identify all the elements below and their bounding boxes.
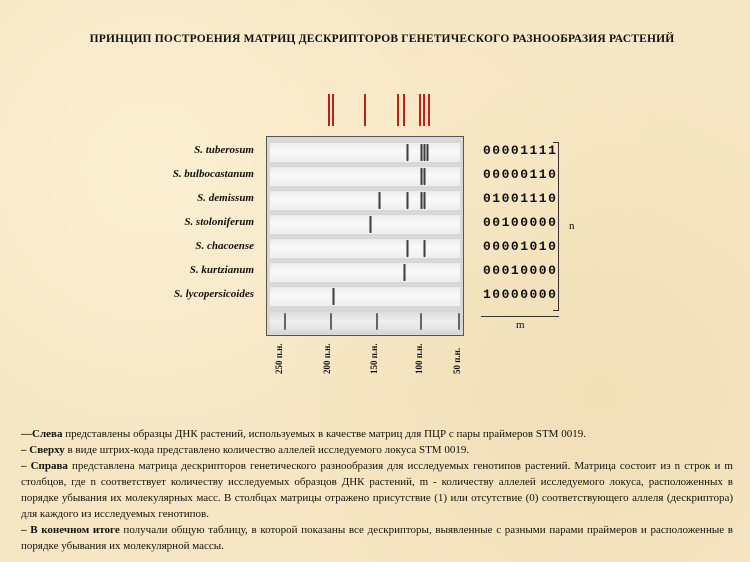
gel-image xyxy=(266,136,464,336)
m-label: m xyxy=(516,319,525,331)
note-lead: – Справа xyxy=(21,460,68,472)
barcode-bar xyxy=(428,94,430,126)
descriptor-row: 01001110 xyxy=(483,191,558,206)
note-lead: —Слева xyxy=(21,428,63,440)
barcode-bar xyxy=(423,94,425,126)
size-label: 100 п.н. xyxy=(414,343,424,374)
gel-lane xyxy=(270,191,460,210)
barcode-bar xyxy=(403,94,405,126)
species-label: S. lycopersicoides xyxy=(173,288,254,300)
barcode-bar xyxy=(397,94,399,126)
species-label: S. demissum xyxy=(197,192,254,204)
species-label: S. chacoense xyxy=(195,240,254,252)
gel-band xyxy=(406,192,409,209)
species-label: S. tuberosum xyxy=(194,144,254,156)
ladder-band xyxy=(376,313,378,330)
barcode-bar xyxy=(328,94,330,126)
descriptor-row: 00001010 xyxy=(483,239,558,254)
size-label: 200 п.н. xyxy=(322,343,332,374)
barcode-bar xyxy=(332,94,334,126)
note-paragraph xyxy=(21,458,733,522)
gel-lane xyxy=(270,287,460,306)
n-label: n xyxy=(569,220,575,232)
descriptor-row: 00000110 xyxy=(483,167,558,182)
gel-band xyxy=(378,192,381,209)
allele-barcode xyxy=(300,94,460,126)
species-label: S. kurtzianum xyxy=(189,264,254,276)
n-bracket-bottom-tick xyxy=(553,310,559,311)
note-lead: – В конечном итоге xyxy=(21,524,120,536)
gel-lane xyxy=(270,263,460,282)
descriptor-row: 00001111 xyxy=(483,143,558,158)
gel-band xyxy=(426,144,429,161)
note-text: представлена матрица дескрипторов генетического разнообразия для исследуемых генотипов растений. Матрица состоит из n строк и m столбцов, где n соответствует количеству исследуемых образцов ДНК растений, m - количеству аллелей исследуемого локуса, расположенных в порядке убывания их молекулярных масс. В столбцах матрицы отражено присутствие (1) или отсутствие (0) соответствующего аллеля (дескриптора) для каждого из исследуемых генотипов. xyxy=(21,460,733,520)
species-label: S. stoloniferum xyxy=(184,216,254,228)
gel-lane xyxy=(270,239,460,258)
size-label: 150 п.н. xyxy=(369,343,379,374)
ladder-band xyxy=(330,313,332,330)
gel-lane xyxy=(270,215,460,234)
note-paragraph xyxy=(21,522,733,554)
note-paragraph xyxy=(21,442,733,458)
barcode-bar xyxy=(419,94,421,126)
gel-band xyxy=(403,264,406,281)
gel-band xyxy=(369,216,372,233)
note-text: в виде штрих-кода представлено количество аллелей исследуемого локуса STM 0019. xyxy=(64,444,470,456)
note-text: получали общую таблицу, в которой показаны все дескрипторы, выявленные с разными парами праймеров и расположенные в порядке убывания их молекулярной массы. xyxy=(21,524,733,552)
barcode-bar xyxy=(364,94,366,126)
species-label: S. bulbocastanum xyxy=(172,168,254,180)
n-bracket-top-tick xyxy=(553,142,559,143)
ladder-band xyxy=(284,313,286,330)
gel-band xyxy=(423,192,426,209)
gel-band xyxy=(423,240,426,257)
gel-lane xyxy=(270,167,460,186)
m-bracket xyxy=(481,316,559,317)
descriptor-row: 00100000 xyxy=(483,215,558,230)
size-label: 250 п.н. xyxy=(274,343,284,374)
n-bracket xyxy=(558,142,559,310)
gel-lane xyxy=(270,143,460,162)
ladder-band xyxy=(458,313,460,330)
descriptor-row: 00010000 xyxy=(483,263,558,278)
gel-band xyxy=(423,168,426,185)
ladder-band xyxy=(420,313,422,330)
note-paragraph xyxy=(21,426,733,442)
gel-band xyxy=(332,288,335,305)
note-lead: – Сверху xyxy=(21,444,65,456)
note-text: представлены образцы ДНК растений, используемых в качестве матриц для ПЦР с пары праймеров STM 0019. xyxy=(62,428,586,440)
page-title: ПРИНЦИП ПОСТРОЕНИЯ МАТРИЦ ДЕСКРИПТОРОВ ГЕНЕТИЧЕСКОГО РАЗНООБРАЗИЯ РАСТЕНИЙ xyxy=(89,33,675,45)
notes-block xyxy=(21,426,733,554)
ladder-lane xyxy=(270,312,460,331)
size-label: 50 п.н. xyxy=(452,347,462,374)
descriptor-row: 10000000 xyxy=(483,287,558,302)
gel-band xyxy=(406,240,409,257)
gel-band xyxy=(406,144,409,161)
